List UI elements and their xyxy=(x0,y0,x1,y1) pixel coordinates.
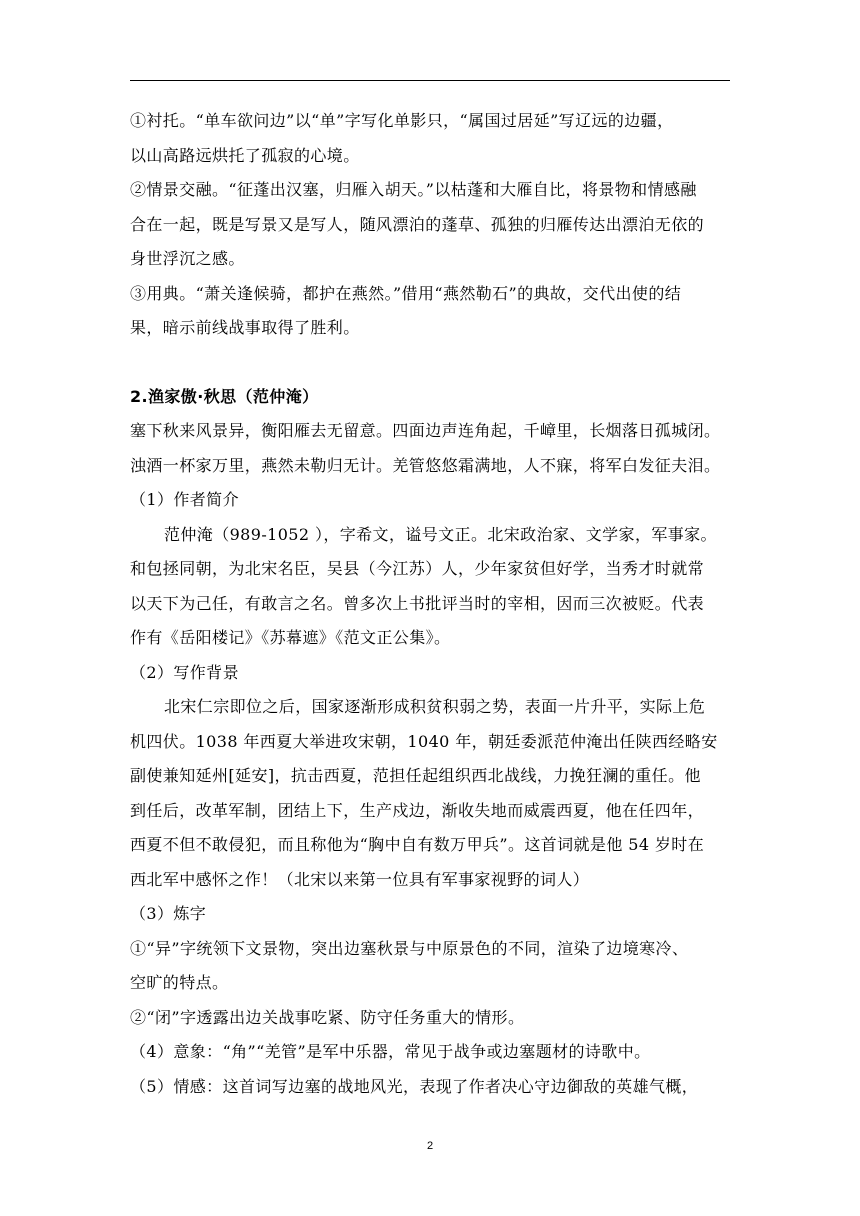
subheading-word-choice: （3）炼字 xyxy=(130,904,207,923)
text-line: 范仲淹（989-1052 ），字希文，谥号文正。北宋政治家、文学家，军事家。 xyxy=(164,524,717,544)
page-number: 2 xyxy=(426,1140,434,1152)
text-line: 机四伏。1038 年西夏大举进攻宋朝，1040 年，朝廷委派范仲淹出任陕西经略安 xyxy=(130,731,718,751)
text-line: 到任后，改革军制，团结上下，生产戍边，渐收失地而威震西夏，他在任四年， xyxy=(130,800,705,820)
text-line: ①“异”字统领下文景物，突出边塞秋景与中原景色的不同，渲染了边境寒冷、 xyxy=(130,938,689,958)
subheading-background: （2）写作背景 xyxy=(130,662,239,682)
text-line: 和包拯同朝，为北宋名臣，吴县（今江苏）人，少年家贫但好学，当秀才时就常 xyxy=(130,559,705,578)
text-line: 西夏不但不敢侵犯，而且称他为“胸中自有数万甲兵”。这首词就是他 54 岁时在 xyxy=(130,835,705,854)
page-body xyxy=(130,104,730,1104)
text-line: 果，暗示前线战事取得了胜利。 xyxy=(130,318,360,337)
text-line: 以天下为己任，有敢言之名。曾多次上书批评当时的宰相，因而三次被贬。代表 xyxy=(130,593,705,613)
text-line: 副使兼知延州[延安]，抗击西夏，范担任起组织西北战线，力挽狂澜的重任。他 xyxy=(130,766,701,785)
poem-line: 塞下秋来风景异，衡阳雁去无留意。四面边声连角起，千嶂里，长烟落日孤城闭。 xyxy=(130,421,721,440)
text-line: 北宋仁宗即位之后，国家逐渐形成积贫积弱之势，表面一片升平，实际上危 xyxy=(164,697,706,716)
text-line: （5）情感：这首词写边塞的战地风光，表现了作者决心守边御敌的英雄气概， xyxy=(130,1076,699,1096)
poem-line: 浊酒一杯家万里，燕然未勒归无计。羌管悠悠霜满地，人不寐，将军白发征夫泪。 xyxy=(130,455,721,475)
text-line: 合在一起，既是写景又是写人，随风漂泊的蓬草、孤独的归雁传达出漂泊无依的 xyxy=(130,214,705,234)
text-line: ②“闭”字透露出边关战事吃紧、防守任务重大的情形。 xyxy=(130,1007,525,1027)
subheading-author: （1）作者简介 xyxy=(130,490,239,509)
text-line: 作有《岳阳楼记》《苏幕遮》《范文正公集》。 xyxy=(130,628,451,647)
header-rule xyxy=(130,80,730,81)
text-line: 以山高路远烘托了孤寂的心境。 xyxy=(130,145,360,165)
text-line: 空旷的特点。 xyxy=(130,973,229,992)
section-gap xyxy=(130,346,730,380)
section-title: 2.渔家傲·秋思（范仲淹） xyxy=(130,386,319,406)
text-line: ③用典。“萧关逢候骑，都护在燕然。”借用“燕然勒石”的典故，交代出使的结 xyxy=(130,283,682,303)
text-line: 西北军中感怀之作！（北宋以来第一位具有军事家视野的词人） xyxy=(130,869,590,889)
text-line: 身世浮沉之感。 xyxy=(130,249,245,268)
text-line: ②情景交融。“征蓬出汉塞，归雁入胡天。”以枯蓬和大雁自比，将景物和情感融 xyxy=(130,180,697,199)
text-line: （4）意象：“角”“羌管”是军中乐器，常见于战争或边塞题材的诗歌中。 xyxy=(130,1042,651,1061)
text-line: ①衬托。“单车欲问边”以“单”字写化单影只，“属国过居延”写辽远的边疆， xyxy=(130,111,674,130)
